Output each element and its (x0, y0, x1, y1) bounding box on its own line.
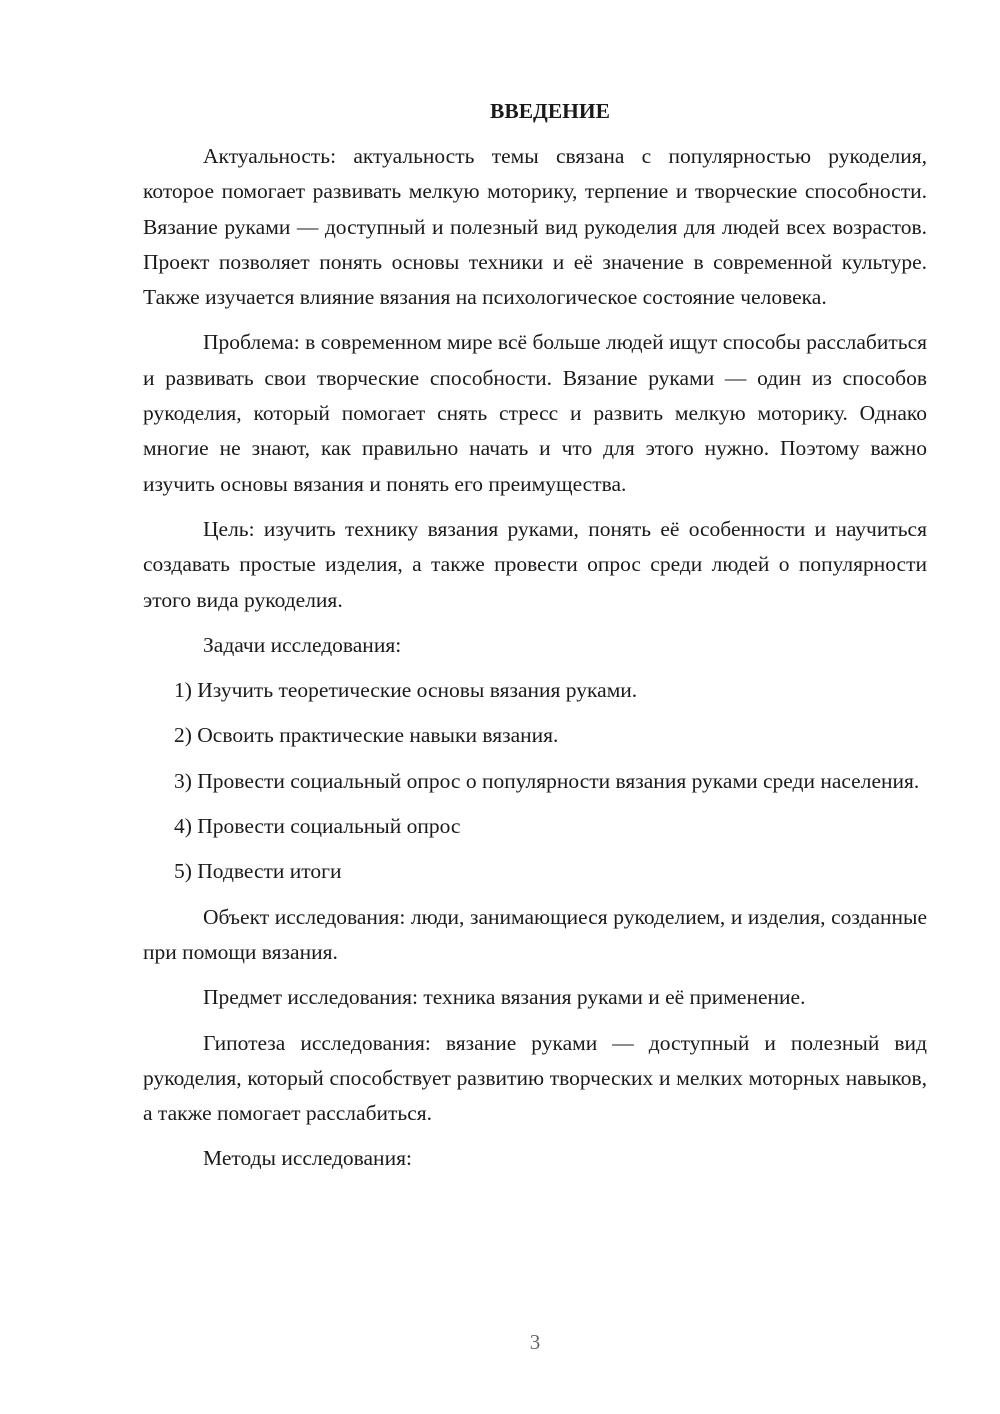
task-item-5: 5) Подвести итоги (174, 859, 342, 884)
paragraph-tasks-title: Задачи исследования: (203, 632, 402, 657)
task-item-4: 4) Провести социальный опрос (174, 814, 461, 839)
page-content (143, 94, 927, 1187)
task-item-3: 3) Провести социальный опрос о популярности вязания руками среди населения. (174, 768, 920, 793)
page-number: 3 (529, 1330, 541, 1354)
paragraph-relevance: Актуальность: актуальность темы связана с популярностью рукоделия, которое помогает развивать мелкую моторику, терпение и творческие способности. Вязание руками — доступный и полезный вид рукоделия для людей всех возрастов. Проект позволяет понять основы техники и её значение в современной культуре. Также изучается влияние вязания на психологическое состояние человека. (143, 144, 927, 310)
paragraph-methods-title: Методы исследования: (203, 1146, 412, 1171)
paragraph-goal: Цель: изучить технику вязания руками, понять её особенности и научиться создавать простые изделия, а также провести опрос среди людей о популярности этого вида рукоделия. (143, 516, 927, 612)
paragraph-object: Объект исследования: люди, занимающиеся рукоделием, и изделия, созданные при помощи вязания. (143, 904, 927, 964)
task-item-2: 2) Освоить практические навыки вязания. (174, 723, 559, 748)
paragraph-subject: Предмет исследования: техника вязания руками и её применение. (203, 985, 806, 1010)
paragraph-problem: Проблема: в современном мире всё больше людей ищут способы расслабиться и развивать свои творческие способности. Вязание руками — один из способов рукоделия, который помогает снять стресс и развить мелкую моторику. Однако многие не знают, как правильно начать и что для этого нужно. Поэтому важно изучить основы вязания и понять его преимущества. (143, 330, 927, 496)
task-item-1: 1) Изучить теоретические основы вязания руками. (174, 678, 638, 703)
section-heading: ВВЕДЕНИЕ (490, 99, 610, 123)
paragraph-hypothesis: Гипотеза исследования: вязание руками — доступный и полезный вид рукоделия, который способствует развитию творческих и мелких моторных навыков, а также помогает расслабиться. (143, 1030, 927, 1126)
